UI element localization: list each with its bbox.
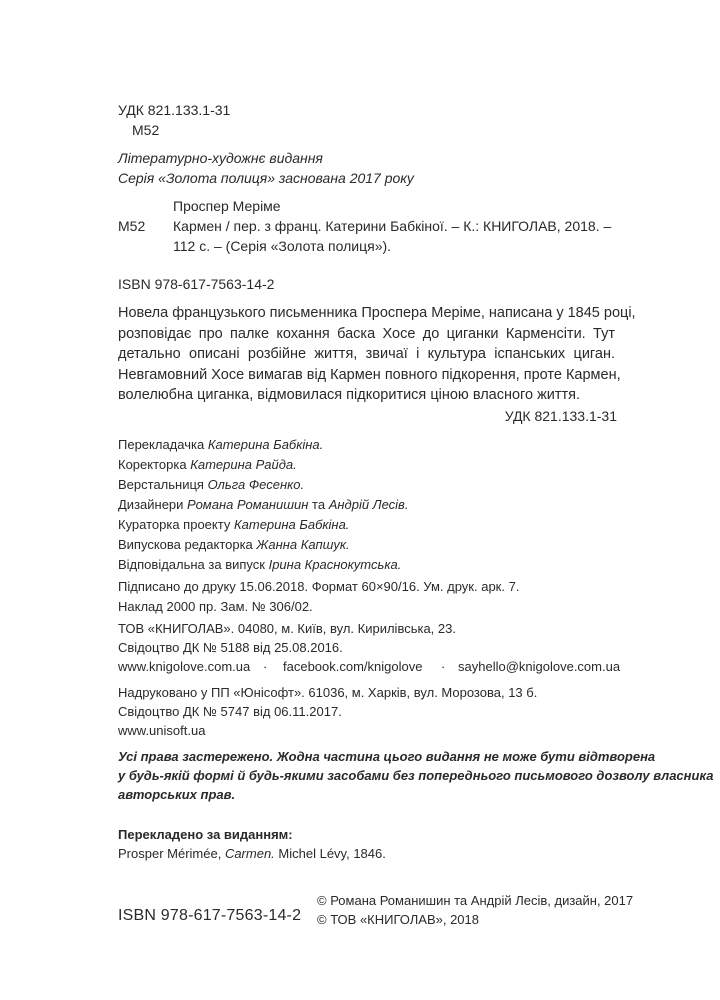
annotation-line: детально описані розбійне життя, звичаї і культура іспанських циган.	[118, 346, 615, 362]
publisher-license: Свідоцтво ДК № 5188 від 25.08.2016.	[118, 640, 343, 655]
printer-address: Надруковано у ПП «Юнісофт». 61036, м. Харків, вул. Морозова, 13 б.	[118, 685, 538, 700]
series-note: Серія «Золота полиця» заснована 2017 року	[118, 170, 414, 186]
annotation-udk: УДК 821.133.1-31	[504, 408, 617, 424]
copyright-design: © Романа Романишин та Андрій Лесів, дизайн, 2017	[317, 893, 634, 908]
original-source: Prosper Mérimée, Carmen. Michel Lévy, 1846.	[118, 846, 386, 861]
isbn-top: ISBN 978-617-7563-14-2	[118, 276, 275, 292]
annotation-line: Новела французького письменника Проспера Меріме, написана у 1845 році,	[118, 305, 636, 321]
bib-author: Проспер Меріме	[173, 198, 281, 214]
credits-list	[118, 436, 408, 576]
credit-responsible: Відповідальна за випуск Ірина Краснокутська.	[118, 557, 402, 572]
annotation-line: розповідає про палке кохання баска Хосе до циганки Карменсіти. Тут	[118, 325, 615, 342]
separator-dot: ·	[441, 659, 446, 674]
print-info-1: Підписано до друку 15.06.2018. Формат 60×90/16. Ум. друк. арк. 7.	[118, 579, 520, 594]
credit-editor: Випускова редакторка Жанна Капшук.	[118, 537, 350, 552]
udk-cutter: М52	[132, 122, 160, 138]
publisher-address: ТОВ «КНИГОЛАВ». 04080, м. Київ, вул. Кирилівська, 23.	[118, 621, 456, 636]
bib-cutter: М52	[118, 218, 146, 234]
udk-code: УДК 821.133.1-31	[118, 102, 231, 118]
rights-line-1: Усі права застережено. Жодна частина цього видання не може бути відтворена	[118, 749, 656, 764]
credit-designers: Дизайнери Романа Романишин та Андрій Лесів.	[118, 497, 409, 512]
publisher-website-link[interactable]: www.knigolove.com.ua	[118, 659, 251, 674]
separator-dot: ·	[263, 659, 268, 674]
isbn-bottom: ISBN 978-617-7563-14-2	[118, 907, 302, 924]
bib-line-1: Кармен / пер. з франц. Катерини Бабкіної. – К.: КНИГОЛАВ, 2018. –	[173, 218, 612, 234]
printer-license: Свідоцтво ДК № 5747 від 06.11.2017.	[118, 704, 342, 719]
edition-type: Літературно-художнє видання	[118, 150, 323, 166]
publisher-facebook-link[interactable]: facebook.com/knigolove	[283, 659, 423, 674]
credit-proofreader: Коректорка Катерина Райда.	[118, 457, 297, 472]
printer-website-link[interactable]: www.unisoft.ua	[118, 723, 206, 738]
original-label: Перекладено за виданням:	[118, 827, 293, 842]
credit-layout: Верстальниця Ольга Фесенко.	[118, 477, 305, 492]
publisher-email-link[interactable]: sayhello@knigolove.com.ua	[458, 659, 621, 674]
annotation-line: Невгамовний Хосе вимагав від Кармен повного підкорення, проте Кармен,	[118, 366, 621, 383]
credit-curator: Кураторка проекту Катерина Бабкіна.	[118, 517, 350, 532]
print-info-2: Наклад 2000 пр. Зам. № 306/02.	[118, 599, 313, 614]
rights-line-3: авторських прав.	[118, 787, 236, 802]
annotation-line: волелюбна циганка, відмовилася підкоритися ціною власного життя.	[118, 387, 581, 403]
annotation	[118, 303, 636, 406]
bib-line-2: 112 с. – (Серія «Золота полиця»).	[173, 238, 392, 254]
credit-translator: Перекладачка Катерина Бабкіна.	[118, 437, 324, 452]
copyright-publisher: © ТОВ «КНИГОЛАВ», 2018	[317, 912, 479, 927]
rights-line-2: у будь-якій формі й будь-якими засобами без попереднього письмового дозволу власника	[118, 768, 714, 783]
